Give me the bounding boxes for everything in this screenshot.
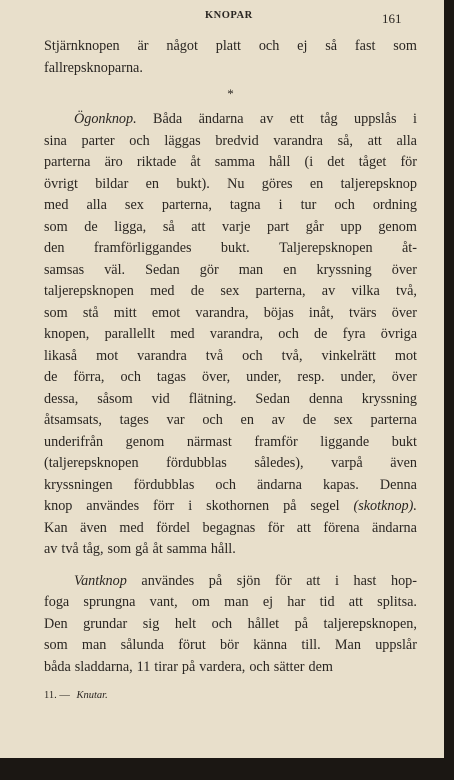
word: parallellt — [104, 326, 155, 342]
word: helt — [174, 615, 197, 632]
word: Denna — [379, 476, 417, 493]
word: begagnas — [202, 519, 256, 536]
word: samma — [166, 541, 207, 557]
word: bukt. — [220, 240, 250, 256]
word: Vantknop — [74, 572, 127, 589]
text-line — [44, 453, 417, 475]
word: fast — [354, 38, 376, 54]
word: så — [325, 38, 338, 54]
signature-title: Knutar. — [76, 690, 108, 701]
word: upp — [340, 218, 362, 235]
word: sex — [124, 197, 144, 213]
word: underifrån — [44, 433, 104, 450]
word: tvärs — [348, 304, 377, 321]
word: man — [238, 261, 264, 278]
text-line — [44, 539, 417, 561]
word: göres — [261, 175, 293, 192]
word: Sedan — [255, 390, 291, 407]
word: sex — [333, 412, 353, 428]
word: på — [294, 615, 309, 632]
word: närmast — [186, 433, 232, 450]
word: åtsamsats, — [44, 412, 102, 428]
text-line — [44, 217, 417, 239]
word: så — [162, 218, 175, 235]
word: och — [120, 369, 141, 385]
word: parterna — [370, 412, 417, 428]
running-head: KNOPAR — [205, 10, 253, 21]
word: tåget — [358, 154, 387, 170]
text-line — [44, 571, 417, 593]
text-line — [44, 346, 417, 368]
word: en — [309, 175, 324, 192]
word: förena — [323, 519, 360, 536]
word: med — [44, 197, 69, 213]
text-line — [44, 324, 417, 346]
text-line — [44, 367, 417, 389]
word: sladdarna, — [74, 658, 133, 675]
text-line — [44, 657, 417, 679]
body-text — [44, 36, 417, 678]
word: gå — [135, 541, 149, 557]
word: ändarna — [257, 476, 302, 493]
word: dem — [308, 658, 333, 675]
word: bukt — [391, 433, 417, 450]
word: över, — [202, 369, 231, 385]
word: varpå — [331, 455, 363, 471]
word: de — [190, 283, 205, 299]
word: kryssning — [316, 261, 372, 278]
word: man — [81, 637, 107, 653]
word: ordning — [372, 197, 417, 213]
word: känna — [253, 637, 288, 653]
word: för — [400, 154, 417, 170]
word: under, — [340, 369, 376, 385]
word: knop — [44, 498, 73, 514]
word: i — [412, 111, 417, 127]
text-line — [44, 410, 417, 432]
word: under, — [246, 369, 282, 385]
word: och — [278, 326, 299, 342]
word: tid — [319, 594, 335, 610]
word: övrigt — [44, 175, 78, 192]
word: emot — [151, 304, 181, 321]
word: övriga — [380, 326, 417, 342]
word: således), — [254, 455, 304, 471]
word: man — [224, 594, 249, 610]
word: Den — [44, 615, 68, 632]
word: sprungna — [83, 594, 136, 610]
word: vant, — [149, 594, 178, 610]
text-line — [44, 281, 417, 303]
word: tagna — [229, 197, 261, 213]
word: åt — [190, 154, 201, 170]
word: av — [259, 111, 274, 127]
word: i — [188, 498, 193, 514]
paragraph — [44, 109, 417, 561]
word: på — [181, 658, 196, 675]
word: fördubblas — [133, 476, 195, 493]
word: kapas. — [322, 476, 359, 493]
word: de — [314, 326, 328, 342]
paragraph — [44, 571, 417, 679]
word: till. — [301, 637, 321, 653]
word: för — [275, 572, 292, 589]
word: fördel — [156, 519, 191, 536]
word: en — [240, 412, 254, 428]
text-line — [44, 109, 417, 131]
word: fallrepsknoparna. — [44, 59, 143, 76]
word: sina — [44, 132, 67, 149]
word: av — [271, 412, 286, 428]
word: och — [258, 38, 280, 54]
word: användes — [86, 498, 140, 514]
word: genom — [125, 433, 165, 450]
word: åt — [152, 541, 163, 557]
word: uppslås — [354, 111, 397, 127]
word: båda — [44, 658, 71, 675]
word: varandra — [137, 347, 187, 364]
word: vid — [151, 390, 170, 407]
page-footer — [44, 690, 108, 701]
word: denna — [308, 390, 343, 407]
word: såsom — [97, 390, 133, 407]
word: inåt, — [308, 304, 334, 321]
word: en — [145, 175, 160, 192]
word: väl. — [104, 261, 126, 278]
word: två, — [281, 347, 303, 364]
text-line — [44, 518, 417, 540]
word: alla — [86, 197, 107, 213]
word: samsas — [44, 261, 85, 278]
word: och — [242, 347, 263, 364]
text-line — [44, 260, 417, 282]
word: (i — [304, 154, 314, 170]
word: bildar — [95, 175, 129, 192]
text-line — [44, 303, 417, 325]
word: två — [205, 347, 224, 364]
word: hop- — [390, 572, 417, 589]
word: med — [170, 326, 195, 342]
word: mitt — [113, 304, 137, 321]
text-line — [44, 36, 417, 58]
word: varandra, — [209, 326, 264, 342]
word: förr — [153, 498, 175, 514]
word: som — [44, 637, 68, 653]
word: på — [208, 572, 223, 589]
word: sex — [220, 283, 240, 299]
word: taljerepsknopen, — [323, 615, 417, 632]
word: ett — [289, 111, 304, 127]
word: om — [191, 594, 210, 610]
word: samma — [214, 154, 255, 170]
word: kryssningen — [44, 476, 113, 493]
paragraph — [44, 36, 417, 79]
word: hast — [353, 572, 377, 589]
word: parterna, — [255, 283, 306, 299]
word: den — [44, 240, 65, 256]
word: gör — [199, 261, 219, 278]
word: går — [305, 218, 324, 235]
word: dessa, — [44, 390, 79, 407]
text-line — [44, 496, 417, 518]
word: vinkelrätt — [321, 347, 376, 364]
word: av — [321, 283, 336, 299]
text-line — [44, 238, 417, 260]
word: tagas — [156, 369, 187, 385]
word: platt — [215, 38, 241, 54]
word: förut — [178, 637, 206, 653]
text-line — [44, 432, 417, 454]
text-line — [44, 58, 417, 80]
word: varandra — [273, 132, 323, 149]
word: de — [44, 369, 58, 385]
word: ej — [297, 38, 308, 54]
word: tåg — [320, 111, 338, 127]
word: att — [296, 519, 311, 536]
word: bredvid — [215, 132, 259, 149]
word: taljerepsknop — [340, 175, 417, 192]
word: varje — [222, 218, 251, 235]
word: och — [202, 412, 223, 428]
text-line — [44, 614, 417, 636]
word: något — [166, 38, 198, 54]
word: ligga, — [114, 218, 147, 235]
word: tåg, — [82, 541, 104, 557]
word: två, — [396, 283, 417, 299]
word: användes — [141, 572, 195, 589]
word: för — [267, 519, 285, 536]
word: vilka — [351, 283, 380, 299]
signature-number: 11. — — [44, 690, 70, 701]
word: resp. — [297, 369, 325, 385]
word: böjas — [263, 304, 294, 321]
word: Kan — [44, 519, 68, 536]
word: även — [80, 519, 107, 536]
word: stå — [82, 304, 99, 321]
word: likaså — [44, 347, 78, 364]
word: varandra, — [195, 304, 249, 321]
word: var — [166, 412, 185, 428]
text-line — [44, 389, 417, 411]
word: bukt). — [176, 175, 210, 192]
word: tages — [119, 412, 149, 428]
word: grundar — [83, 615, 128, 632]
word: sjön — [236, 572, 261, 589]
word: som — [107, 541, 132, 557]
word: tirar — [154, 658, 178, 675]
word: sätter — [273, 658, 305, 675]
section-separator: * — [227, 86, 234, 101]
word: parter — [81, 132, 115, 149]
word: och — [129, 132, 150, 149]
word: fördubblas — [166, 455, 227, 471]
text-line — [44, 635, 417, 657]
word: framför — [254, 433, 298, 450]
word: Sedan — [145, 261, 180, 278]
word: att — [191, 218, 206, 235]
word: förra, — [73, 369, 105, 385]
word: uppslår — [375, 637, 417, 653]
word: det — [327, 154, 345, 170]
word: Taljerepsknopen — [279, 240, 373, 256]
word: liggande — [320, 433, 370, 450]
word: ändarna — [372, 519, 417, 536]
page-number: 161 — [382, 11, 402, 26]
word: över — [391, 304, 417, 321]
word: och — [249, 658, 270, 675]
word: hållet — [247, 615, 280, 632]
word: Båda — [153, 111, 183, 127]
word: över — [391, 369, 417, 385]
word: även — [390, 455, 417, 471]
word: i — [278, 197, 283, 213]
word: genom — [378, 218, 417, 235]
word: alla — [396, 132, 417, 149]
word: läggas — [164, 132, 201, 149]
word: håll. — [210, 541, 236, 557]
word: bör — [220, 637, 239, 653]
word: kryssning — [361, 390, 417, 407]
word: håll — [269, 154, 291, 170]
word: att — [367, 132, 382, 149]
word: taljerepsknopen — [44, 283, 134, 299]
word: fyra — [342, 326, 366, 342]
word: skothornen — [206, 498, 270, 514]
word: tur — [300, 197, 317, 213]
word: åt- — [401, 240, 417, 256]
word: part — [267, 218, 290, 235]
word: som — [44, 304, 68, 321]
text-line — [44, 195, 417, 217]
word: att — [348, 594, 363, 610]
word: flätning. — [188, 390, 237, 407]
word: sig — [142, 615, 160, 632]
word: att — [306, 572, 321, 589]
word: två — [61, 541, 79, 557]
word: knopen, — [44, 326, 90, 342]
word: en — [283, 261, 297, 278]
word: av — [44, 541, 58, 557]
text-line — [44, 152, 417, 174]
word: parterna, — [161, 197, 212, 213]
word: mot — [96, 347, 119, 364]
word: Stjärnknopen — [44, 38, 120, 54]
word: parterna — [44, 154, 91, 170]
word: foga — [44, 594, 70, 610]
word: äro — [104, 154, 123, 170]
word: (skotknop). — [353, 498, 417, 514]
word: och — [211, 615, 233, 632]
word: och — [334, 197, 355, 213]
word: Nu — [227, 175, 245, 192]
word: ej — [262, 594, 274, 610]
word: riktade — [136, 154, 177, 170]
word: framförliggandes — [93, 240, 192, 256]
word: segel — [310, 498, 340, 514]
word: mot — [394, 347, 417, 364]
word: de — [84, 218, 98, 235]
word: har — [287, 594, 306, 610]
text-line — [44, 131, 417, 153]
word: ändarna — [198, 111, 244, 127]
word: som — [393, 38, 417, 54]
text-line — [44, 592, 417, 614]
word: över — [391, 261, 417, 278]
word: de — [302, 412, 317, 428]
word: i — [334, 572, 339, 589]
word: 11 — [136, 658, 151, 675]
word: sålunda — [120, 637, 164, 653]
word: som — [44, 218, 68, 235]
word: på — [283, 498, 297, 514]
word: (taljerepsknopen — [44, 455, 139, 471]
word: vardera, — [199, 658, 246, 675]
word: Ögonknop. — [74, 111, 137, 127]
word: med — [150, 283, 175, 299]
word: och — [215, 476, 236, 493]
word: splitsa. — [377, 594, 417, 610]
text-line — [44, 174, 417, 196]
word: är — [137, 38, 149, 54]
word: med — [119, 519, 144, 536]
word: så, — [337, 132, 353, 149]
word: Man — [334, 637, 361, 653]
page-header — [0, 8, 444, 28]
text-line — [44, 475, 417, 497]
